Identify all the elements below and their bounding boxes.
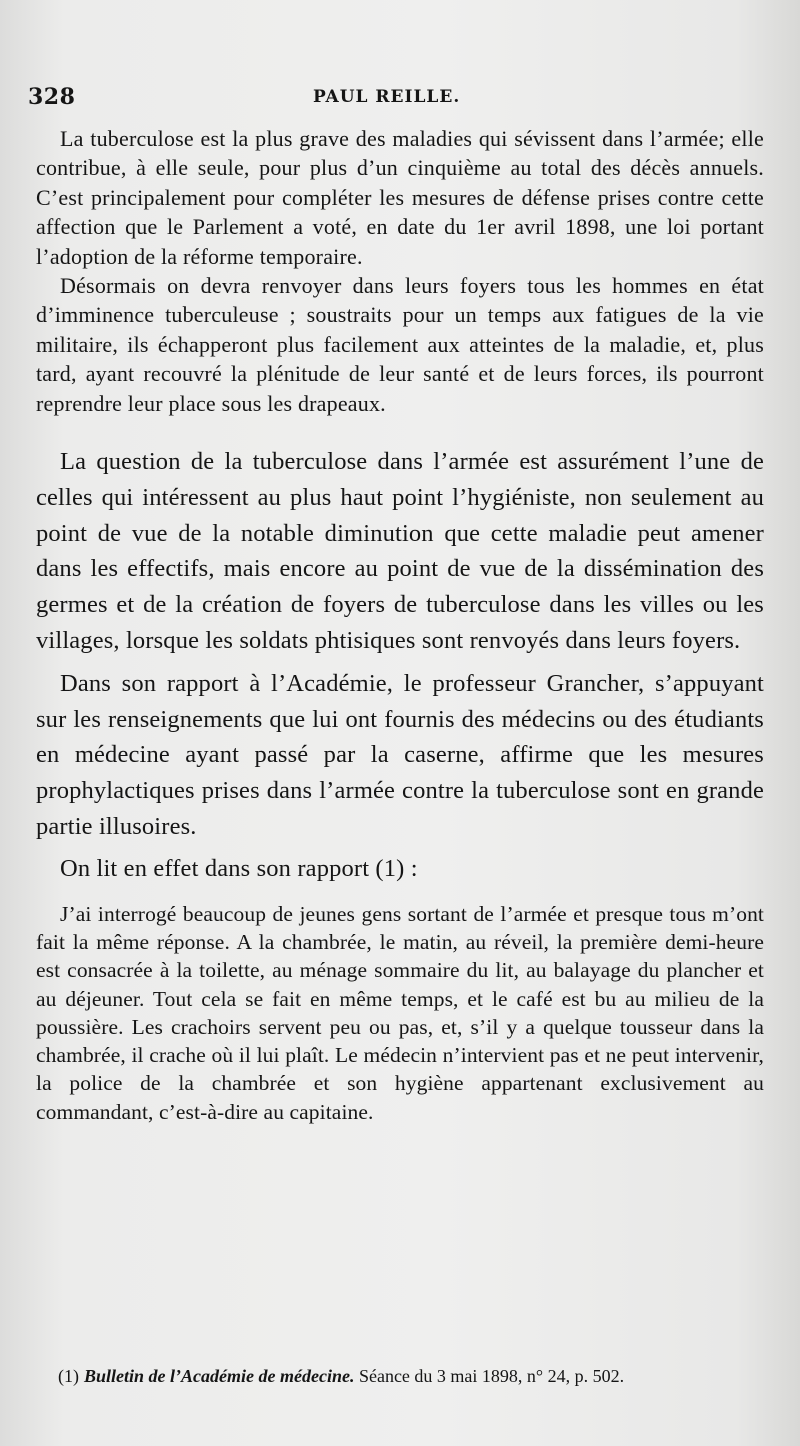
paragraph-hygienist-question: La question de la tuberculose dans l’armée est assurément l’une de celles qui intéressent au plus haut point l’hygiéniste, non seulement au point de vue de la notable diminution que cette maladie peut amener dans les effectifs, mais encore au point de vue de la dissémination des germes et de la création de foyers de tuberculose dans les villes ou les villages, lorsque les soldats phtisiques sont renvoyés dans leurs foyers. xyxy=(36,448,764,655)
footnote xyxy=(58,1365,778,1387)
footnote-detail: Séance du 3 mai 1898, n° 24, p. 502. xyxy=(358,1366,625,1386)
main-text xyxy=(36,124,764,1126)
footnote-source: Bulletin de l’Académie de médecine. xyxy=(84,1366,355,1386)
report-quotation: J’ai interrogé beaucoup de jeunes gens sortant de l’armée et presque tous m’ont fait la même réponse. A la chambrée, le matin, au réveil, la première demi-heure est consacrée à la toilette, au ménage sommaire du lit, au balayage du plancher et au déjeuner. Tout cela se fait en même temps, et le café est bu au milieu de la poussière. Les crachoirs servent peu ou pas, et, s’il y a quelque tousseur dans la chambrée, il crache où il lui plaît. Le médecin n’intervient pas et ne peut intervenir, la police de la chambrée et son hygiène appartenant exclusivement au commandant, c’est-à-dire au capitaine. xyxy=(36,901,764,1124)
page-number: 328 xyxy=(28,84,76,110)
paragraph-tuberculosis-intro: La tuberculose est la plus grave des maladies qui sévissent dans l’armée; elle contribue, à elle seule, pour plus d’un cinquième au total des décès annuels. C’est principalement pour compléter les mesures de défense prises contre cette affection que le Parlement a voté, en date du 1er avril 1898, une loi portant l’adoption de la réforme temporaire. xyxy=(36,126,764,269)
page-header xyxy=(28,84,768,114)
paragraph-temporary-reform: Désormais on devra renvoyer dans leurs foyers tous les hommes en état d’imminence tuberculeuse ; soustraits pour un temps aux fatigues de la vie militaire, ils échapperont plus facilement aux atteintes de la maladie, et, plus tard, ayant recouvré la plénitude de leur santé et de leurs forces, ils pourront reprendre leur place sous les drapeaux. xyxy=(36,273,764,416)
paragraph-report-intro: On lit en effet dans son rapport (1) : xyxy=(60,854,418,882)
footnote-number: (1) xyxy=(58,1366,79,1386)
paragraph-grancher-report: Dans son rapport à l’Académie, le professeur Grancher, s’appuyant sur les renseignements que lui ont fournis des médecins ou des étudiants en médecine ayant passé par la caserne, affirme que les mesures prophylactiques prises dans l’armée contre la tuberculose sont en grande partie illusoires. xyxy=(36,669,764,841)
running-head: PAUL REILLE. xyxy=(313,87,461,107)
